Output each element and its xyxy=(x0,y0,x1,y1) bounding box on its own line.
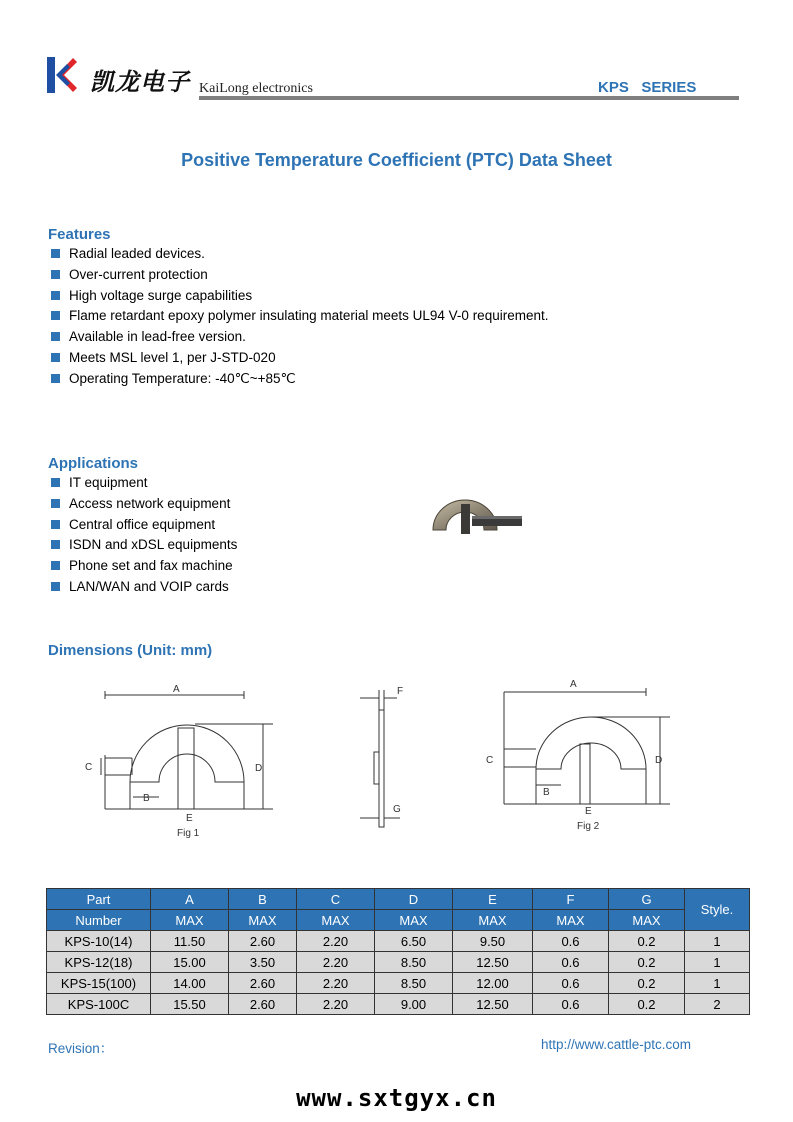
table-row xyxy=(47,931,750,952)
table-header-cell: MAX xyxy=(297,910,375,931)
table-header-row xyxy=(47,910,750,931)
revision-label: Revision： xyxy=(48,1041,114,1056)
table-cell: 12.50 xyxy=(453,994,533,1015)
bullet-square-icon xyxy=(51,311,60,320)
table-header-cell: Number xyxy=(47,910,151,931)
list-item: IT equipment xyxy=(48,473,237,494)
table-header-cell: MAX xyxy=(453,910,533,931)
table-cell: 0.2 xyxy=(609,931,685,952)
list-item: Central office equipment xyxy=(48,515,237,536)
dim-d-label: D xyxy=(255,763,263,774)
table-cell: 8.50 xyxy=(375,952,453,973)
table-header-cell: MAX xyxy=(375,910,453,931)
dim-c-label: C xyxy=(85,762,93,773)
dim-a-label: A xyxy=(173,684,180,695)
table-row xyxy=(47,994,750,1015)
dim-c-label: C xyxy=(486,755,494,766)
logo-english-name: KaiLong electronics xyxy=(199,81,313,96)
bullet-square-icon xyxy=(51,291,60,300)
table-cell: KPS-15(100) xyxy=(47,973,151,994)
table-header-cell: G xyxy=(609,889,685,910)
fig2-caption: Fig 2 xyxy=(577,821,600,832)
applications-heading: Applications xyxy=(48,455,139,472)
bullet-square-icon xyxy=(51,374,60,383)
table-header-cell: D xyxy=(375,889,453,910)
table-cell: 14.00 xyxy=(151,973,229,994)
dim-b-label: B xyxy=(543,787,550,798)
bullet-square-icon xyxy=(51,353,60,362)
list-item: Radial leaded devices. xyxy=(48,244,548,265)
list-item: Flame retardant epoxy polymer insulating material meets UL94 V-0 requirement. xyxy=(48,306,548,327)
table-cell: 15.00 xyxy=(151,952,229,973)
table-cell: 2.60 xyxy=(229,973,297,994)
bullet-square-icon xyxy=(51,582,60,591)
table-cell: 0.6 xyxy=(533,952,609,973)
list-item: High voltage surge capabilities xyxy=(48,286,548,307)
table-cell: 3.50 xyxy=(229,952,297,973)
table-header-cell: Style. xyxy=(685,889,750,931)
table-cell: KPS-10(14) xyxy=(47,931,151,952)
table-header-cell: E xyxy=(453,889,533,910)
table-row xyxy=(47,952,750,973)
dim-g-label: G xyxy=(393,804,401,815)
list-item: LAN/WAN and VOIP cards xyxy=(48,577,237,598)
table-cell: 1 xyxy=(685,952,750,973)
list-item: Over-current protection xyxy=(48,265,548,286)
table-cell: 0.2 xyxy=(609,973,685,994)
spec-table xyxy=(46,888,750,1015)
table-cell: 2.20 xyxy=(297,994,375,1015)
table-header-row xyxy=(47,889,750,910)
list-item: Meets MSL level 1, per J-STD-020 xyxy=(48,348,548,369)
table-header-cell: Part xyxy=(47,889,151,910)
watermark-text: www.sxtgyx.cn xyxy=(296,1084,497,1112)
list-item: Access network equipment xyxy=(48,494,237,515)
list-item: Available in lead-free version. xyxy=(48,327,548,348)
logo-chinese-name: 凯龙电子 xyxy=(90,67,190,96)
features-list xyxy=(48,244,548,390)
bullet-square-icon xyxy=(51,332,60,341)
table-cell: 11.50 xyxy=(151,931,229,952)
table-cell: 0.2 xyxy=(609,994,685,1015)
table-cell: 2.20 xyxy=(297,931,375,952)
table-header-cell: C xyxy=(297,889,375,910)
dim-e-label: E xyxy=(186,813,193,824)
page-title: Positive Temperature Coefficient (PTC) Data Sheet xyxy=(181,150,612,170)
features-heading: Features xyxy=(48,226,111,243)
table-cell: 12.00 xyxy=(453,973,533,994)
fig1-caption: Fig 1 xyxy=(177,828,200,839)
table-cell: KPS-100C xyxy=(47,994,151,1015)
table-cell: 9.50 xyxy=(453,931,533,952)
list-item: Operating Temperature: -40℃~+85℃ xyxy=(48,369,548,390)
table-cell: 2 xyxy=(685,994,750,1015)
header-rule xyxy=(199,96,739,100)
dim-b-label: B xyxy=(143,793,150,804)
table-cell: 2.20 xyxy=(297,973,375,994)
table-header-cell: B xyxy=(229,889,297,910)
list-item: Phone set and fax machine xyxy=(48,556,237,577)
table-cell: 8.50 xyxy=(375,973,453,994)
side-view-drawing xyxy=(345,680,415,830)
table-header-cell: MAX xyxy=(229,910,297,931)
table-cell: 12.50 xyxy=(453,952,533,973)
bullet-square-icon xyxy=(51,520,60,529)
table-cell: 0.6 xyxy=(533,994,609,1015)
dimensions-heading: Dimensions (Unit: mm) xyxy=(48,642,213,659)
table-cell: 1 xyxy=(685,973,750,994)
table-cell: 0.2 xyxy=(609,952,685,973)
fig2-front-drawing xyxy=(480,672,680,837)
table-header-cell: A xyxy=(151,889,229,910)
table-cell: 2.20 xyxy=(297,952,375,973)
table-cell: 6.50 xyxy=(375,931,453,952)
table-cell: 1 xyxy=(685,931,750,952)
series-label: KPS SERIES xyxy=(598,79,697,96)
bullet-square-icon xyxy=(51,499,60,508)
website-link[interactable]: http://www.cattle-ptc.com xyxy=(541,1037,692,1052)
table-cell: 9.00 xyxy=(375,994,453,1015)
table-header-cell: F xyxy=(533,889,609,910)
table-cell: 2.60 xyxy=(229,994,297,1015)
table-cell: 0.6 xyxy=(533,931,609,952)
table-header-cell: MAX xyxy=(533,910,609,931)
list-item: ISDN and xDSL equipments xyxy=(48,535,237,556)
bullet-square-icon xyxy=(51,249,60,258)
bullet-square-icon xyxy=(51,540,60,549)
table-cell: 15.50 xyxy=(151,994,229,1015)
product-photo xyxy=(428,478,528,550)
dim-e-label: E xyxy=(585,806,592,817)
bullet-square-icon xyxy=(51,270,60,279)
dim-f-label: F xyxy=(397,686,404,697)
table-header-cell: MAX xyxy=(151,910,229,931)
table-cell: 0.6 xyxy=(533,973,609,994)
table-cell: 2.60 xyxy=(229,931,297,952)
dim-d-label: D xyxy=(655,755,663,766)
table-row xyxy=(47,973,750,994)
kailong-logo-icon xyxy=(47,57,77,93)
table-header-cell: MAX xyxy=(609,910,685,931)
dim-a-label: A xyxy=(570,679,577,690)
table-cell: KPS-12(18) xyxy=(47,952,151,973)
applications-list xyxy=(48,473,237,598)
fig1-front-drawing xyxy=(85,675,285,845)
bullet-square-icon xyxy=(51,561,60,570)
bullet-square-icon xyxy=(51,478,60,487)
